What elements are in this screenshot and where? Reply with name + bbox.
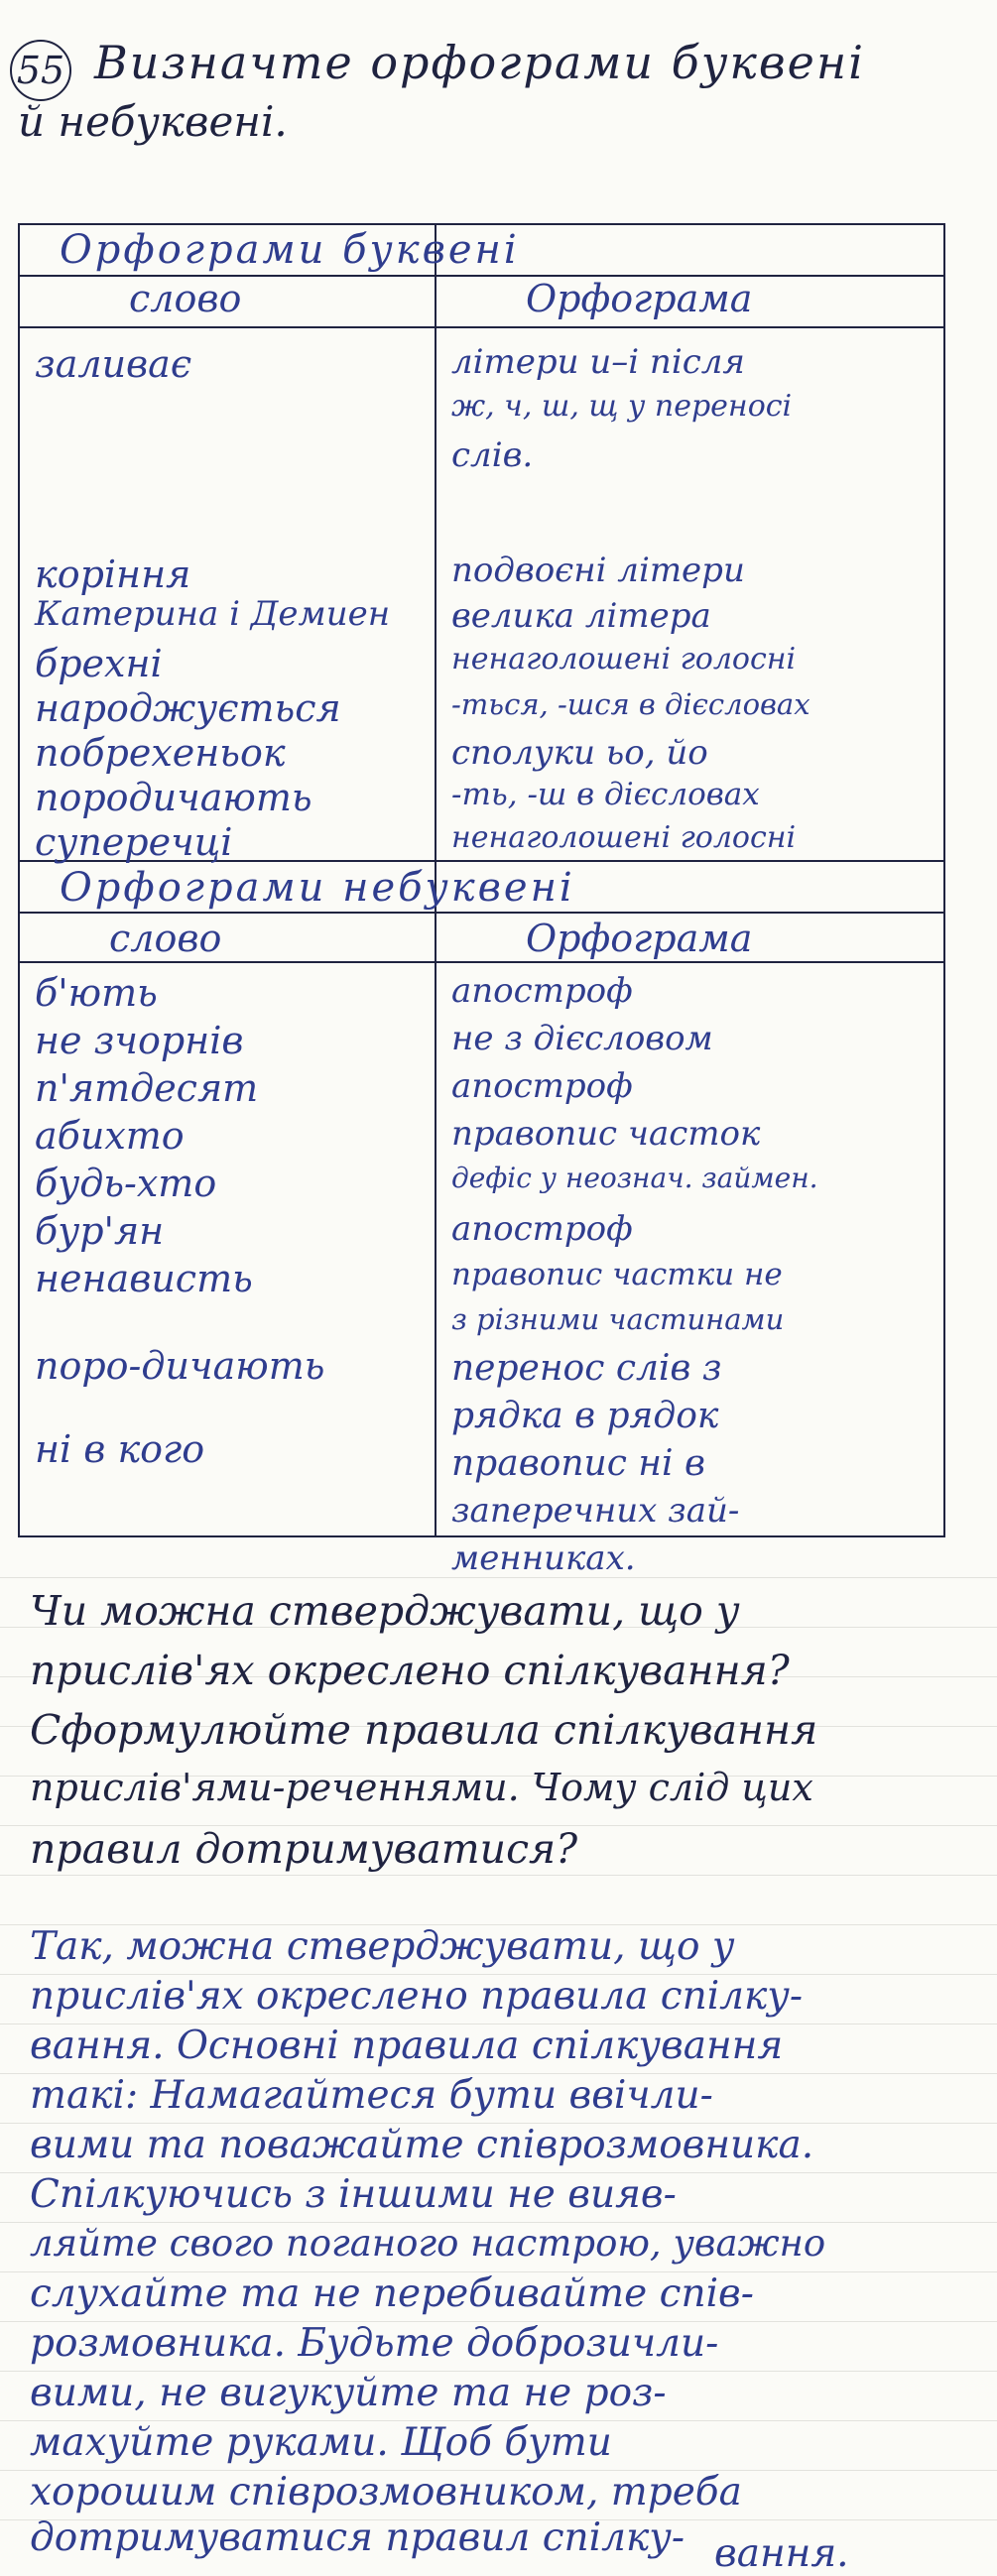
word-cell: народжується (35, 686, 341, 730)
spelling-cell: рядка в рядок (451, 1396, 719, 1436)
word-cell: будь-хто (35, 1162, 217, 1205)
answer-line: дотримуватися правил спілку- (30, 2515, 685, 2560)
word-cell: ненависть (35, 1257, 253, 1300)
answer-line: махуйте руками. Щоб бути (30, 2420, 612, 2465)
section-title-nonletters: Орфограми небуквені (60, 865, 575, 911)
spelling-cell: слів. (451, 435, 534, 475)
spelling-cell: правопис ні в (451, 1443, 705, 1484)
word-cell: побрехеньок (35, 731, 286, 775)
spelling-cell: заперечних зай- (451, 1491, 740, 1531)
answer-line: ляйте свого поганого настрою, уважно (30, 2222, 826, 2265)
answer-line: такі: Намагайтеся бути ввічли- (30, 2073, 713, 2118)
question-line: Чи можна стверджувати, що у (30, 1587, 740, 1635)
question-line: Сформулюйте правила спілкування (30, 1706, 818, 1754)
spelling-cell: апостроф (451, 971, 633, 1011)
spelling-cell: літери и–і після (451, 342, 745, 382)
spelling-cell: менниках. (451, 1538, 636, 1578)
spelling-cell: не з дієсловом (451, 1019, 713, 1058)
section-title-letters: Орфограми буквені (60, 227, 520, 273)
answer-line: прислів'ях окреслено правила спілку- (30, 1974, 804, 2019)
word-cell: ні в кого (35, 1427, 205, 1471)
word-cell: абихто (35, 1114, 185, 1158)
spelling-cell: подвоєні літери (451, 551, 745, 590)
spelling-cell: сполуки ьо, йо (451, 733, 708, 773)
spelling-cell: ненаголошені голосні (451, 820, 797, 855)
spelling-cell: перенос слів з (451, 1348, 722, 1389)
word-cell: породичають (35, 776, 312, 819)
column-header-word: слово (109, 917, 222, 960)
spelling-cell: апостроф (451, 1209, 633, 1249)
task-number: 55 (10, 40, 71, 101)
spelling-cell: апостроф (451, 1066, 633, 1106)
column-header-spelling: Орфограма (526, 277, 753, 320)
word-cell: коріння (35, 552, 191, 596)
word-cell: не зчорнів (35, 1019, 244, 1062)
answer-line: вання. Основні правила спілкування (30, 2024, 784, 2068)
question-line: прислів'ях окреслено спілкування? (30, 1647, 790, 1694)
word-cell: б'ють (35, 971, 158, 1015)
answer-line: Спілкуючись з іншими не вияв- (30, 2172, 677, 2217)
answer-line: розмовника. Будьте доброзичли- (30, 2321, 719, 2366)
answer-line: слухайте та не перебивайте спів- (30, 2271, 754, 2316)
spelling-cell: дефіс у неознач. займен. (451, 1162, 818, 1194)
spelling-cell: правопис частки не (451, 1257, 783, 1292)
word-cell: бреxні (35, 642, 163, 685)
word-cell: заливає (35, 342, 192, 386)
question-line: прислів'ями-реченнями. Чому слід цих (30, 1766, 813, 1809)
spelling-cell: ненаголошені голосні (451, 642, 797, 676)
question-line: правил дотримуватися? (30, 1825, 578, 1873)
answer-line: Так, можна стверджувати, що у (30, 1924, 735, 1969)
answer-line: хорошим співрозмовником, треба (30, 2470, 742, 2515)
word-cell: бур'ян (35, 1209, 165, 1253)
word-cell: п'ятдесят (35, 1066, 259, 1110)
spelling-cell: правопис часток (451, 1114, 761, 1154)
spelling-table (18, 223, 945, 1578)
task-heading: Визначте орфограми буквені (94, 36, 865, 89)
word-cell: Катерина і Демиен (35, 594, 391, 634)
word-cell: поро-дичають (35, 1344, 325, 1388)
spelling-cell: велика літера (451, 596, 711, 636)
spelling-cell: ж, ч, ш, щ у переносі (451, 389, 793, 424)
word-cell: суперечці (35, 820, 233, 864)
task-heading-continued: й небуквені. (18, 97, 288, 146)
answer-line: вими та поважайте співрозмовника. (30, 2123, 814, 2167)
answer-line: вими, не вигукуйте та не роз- (30, 2371, 667, 2415)
spelling-cell: -ться, -шся в дієсловах (451, 687, 810, 721)
column-header-word: слово (129, 277, 242, 320)
spelling-cell: з різними частинами (451, 1302, 785, 1336)
spelling-cell: -ть, -ш в дієсловах (451, 777, 760, 812)
answer-line: вання. (714, 2531, 849, 2576)
column-header-spelling: Орфограма (526, 917, 753, 960)
